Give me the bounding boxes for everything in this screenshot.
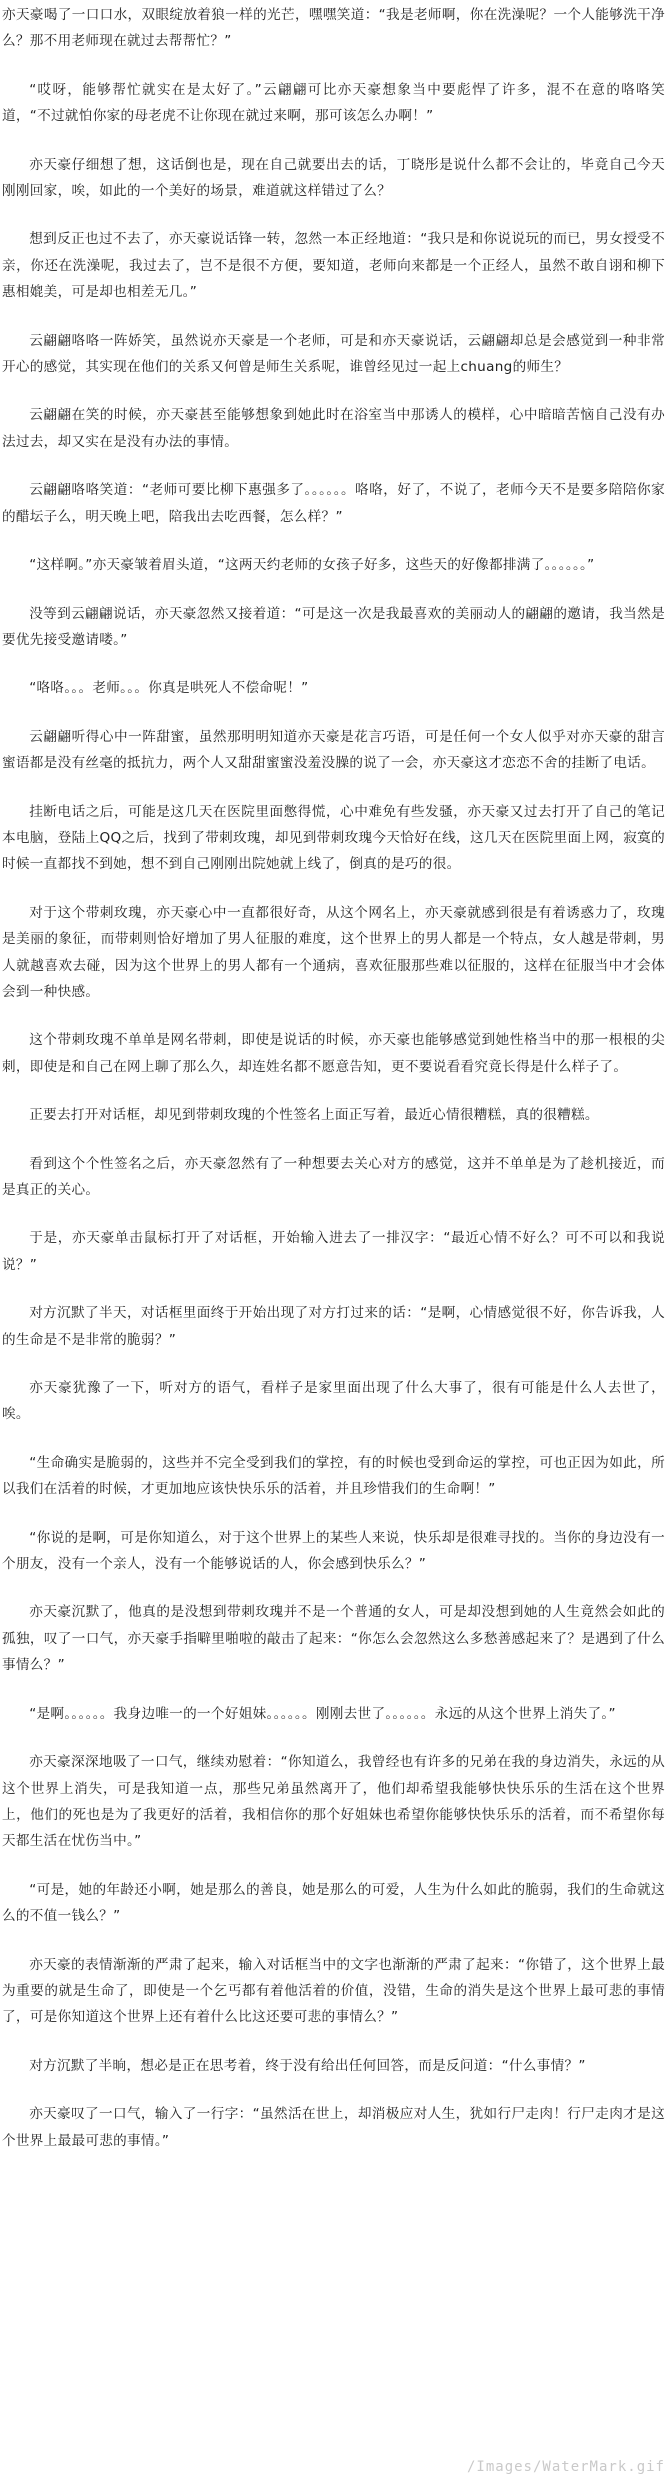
- paragraph: 没等到云翩翩说话，亦天豪忽然又接着道：“可是这一次是我最喜欢的美丽动人的翩翩的邀请，我当然是要优先接受邀请喽。”: [2, 605, 665, 648]
- paragraph: 挂断电话之后，可能是这几天在医院里面憋得慌，心中难免有些发骚，亦天豪又过去打开了自己的笔记本电脑，登陆上QQ之后，找到了带刺玫瑰，却见到带刺玫瑰今天恰好在线，这几天在医院里面上网，寂寞的时候一直都找不到她，想不到自己刚刚出院她就上线了，倒真的是巧的很。: [2, 803, 665, 873]
- paragraph: “咯咯。。。老师。。。你真是哄死人不偿命呢！”: [29, 680, 309, 697]
- paragraph: “可是，她的年龄还小啊，她是那么的善良，她是那么的可爱，人生为什么如此的脆弱，我们的生命就这么的不值一钱么？”: [2, 1881, 665, 1925]
- paragraph: 于是，亦天豪单击鼠标打开了对话框，开始输入进去了一排汉字：“最近心情不好么？可不可以和我说说？”: [2, 1230, 665, 1273]
- paragraph: 正要去打开对话框，却见到带刺玫瑰的个性签名上面正写着，最近心情很糟糕，真的很糟糕。: [29, 1107, 599, 1124]
- paragraph: “生命确实是脆弱的，这些并不完全受到我们的掌控，有的时候也受到命运的掌控，可也正因为如此，所以我们在活着的时候，才更加地应该快快乐乐的活着，并且珍惜我们的生命啊！”: [2, 1454, 665, 1498]
- paragraph: 这个带刺玫瑰不单单是网名带刺，即使是说话的时候，亦天豪也能够感觉到她性格当中的那一根根的尖刺，即使是和自己在网上聊了那么久，却连姓名都不愿意告知，更不要说看看究竟长得是什么样子了。: [2, 1032, 665, 1075]
- paragraph: 云翩翩听得心中一阵甜蜜，虽然那明明知道亦天豪是花言巧语，可是任何一个女人似乎对亦天豪的甜言蜜语都是没有丝毫的抵抗力，两个人又甜甜蜜蜜没羞没臊的说了一会，亦天豪这才恋恋不舍的挂断了电话。: [2, 728, 665, 772]
- paragraph: “你说的是啊，可是你知道么，对于这个世界上的某些人来说，快乐却是很难寻找的。当你的身边没有一个朋友，没有一个亲人，没有一个能够说话的人，你会感到快乐么？”: [2, 1529, 665, 1573]
- paragraph: 云翩翩咯咯笑道：“老师可要比柳下惠强多了。。。。。。咯咯，好了，不说了，老师今天不是要多陪陪你家的醋坛子么，明天晚上吧，陪我出去吃西餐，怎么样？”: [2, 482, 665, 525]
- paragraph: 云翩翩在笑的时候，亦天豪甚至能够想象到她此时在浴室当中那诱人的模样，心中暗暗苦恼自己没有办法过去，却又实在是没有办法的事情。: [2, 407, 665, 450]
- paragraph: 亦天豪深深地吸了一口气，继续劝慰着：“你知道么，我曾经也有许多的兄弟在我的身边消失，永远的从这个世界上消失，可是我知道一点，那些兄弟虽然离开了，他们却希望我能够快快乐乐的生活在这个世界上，他们的死也是为了我更好的活着，我相信你的那个好姐妹也希望你能够快快乐乐的活着，而不希望你每天都生活在忧伤当中。”: [2, 1754, 665, 1850]
- paragraph: 亦天豪的表情渐渐的严肃了起来，输入对话框当中的文字也渐渐的严肃了起来：“你错了，这个世界上最为重要的就是生命了，即使是一个乞丐都有着他活着的价值，没错，生命的消失是这个世界上最可悲的事情了，可是你知道这个世界上还有着什么比这还要可悲的事情么？”: [2, 1956, 665, 2026]
- paragraph: 亦天豪喝了一口口水，双眼绽放着狼一样的光芒，嘿嘿笑道：“我是老师啊，你在洗澡呢？一个人能够洗干净么？那不用老师现在就过去帮帮忙？”: [2, 7, 665, 50]
- paragraph: 想到反正也过不去了，亦天豪说话锋一转，忽然一本正经地道：“我只是和你说说玩的而已，男女授受不亲，你还在洗澡呢，我过去了，岂不是很不方便，要知道，老师向来都是一个正经人，虽然不敢自诩和柳下惠相媲美，可是却也相差无几。”: [2, 231, 665, 301]
- paragraph: 亦天豪沉默了，他真的是没想到带刺玫瑰并不是一个普通的女人，可是却没想到她的人生竟然会如此的孤独，叹了一口气，亦天豪手指噼里啪啦的敲击了起来：“你怎么会忽然这么多愁善感起来了？是遇到了什么事情么？”: [2, 1604, 665, 1674]
- watermark-text: /Images/WaterMark.gif: [466, 2459, 665, 2475]
- paragraph: “是啊。。。。。。我身边唯一的一个好姐妹。。。。。。刚刚去世了。。。。。。永远的从这个世界上消失了。”: [29, 1705, 616, 1722]
- paragraph: 对方沉默了半天，对话框里面终于开始出现了对方打过来的话：“是啊，心情感觉很不好，你告诉我，人的生命是不是非常的脆弱？”: [2, 1305, 665, 1348]
- paragraph: 看到这个个性签名之后，亦天豪忽然有了一种想要去关心对方的感觉，这并不单单是为了趁机接近，而是真正的关心。: [2, 1155, 665, 1198]
- paragraph: 亦天豪叹了一口气，输入了一行字：“虽然活在世上，却消极应对人生，犹如行尸走肉！行尸走肉才是这个世界上最最可悲的事情。”: [2, 2106, 665, 2149]
- paragraph: “这样啊。”亦天豪皱着眉头道，“这两天约老师的女孩子好多，这些天的好像都排满了。。。。。。”: [29, 557, 595, 574]
- paragraph: 亦天豪仔细想了想，这话倒也是，现在自己就要出去的话，丁晓彤是说什么都不会让的，毕竟自己今天刚刚回家，唉，如此的一个美好的场景，难道就这样错过了么？: [2, 156, 665, 200]
- paragraph: “哎呀，能够帮忙就实在是太好了。”云翩翩可比亦天豪想象当中要彪悍了许多，混不在意的咯咯笑道，“不过就怕你家的母老虎不让你现在就过来啊，那可该怎么办啊！”: [2, 81, 665, 125]
- paragraph: 对于这个带刺玫瑰，亦天豪心中一直都很好奇，从这个网名上，亦天豪就感到很是有着诱惑力了，玫瑰是美丽的象征，而带刺则恰好增加了男人征服的难度，这个世界上的男人都是一个特点，女人越是带刺，男人就越喜欢去碰，因为这个世界上的男人都有一个通病，喜欢征服那些难以征服的，这样在征服当中才会体会到一种快感。: [2, 904, 665, 1000]
- paragraph: 云翩翩咯咯一阵娇笑，虽然说亦天豪是一个老师，可是和亦天豪说话，云翩翩却总是会感觉到一种非常开心的感觉，其实现在他们的关系又何曾是师生关系呢，谁曾经见过一起上chuang的师生？: [2, 332, 665, 376]
- paragraph: 亦天豪犹豫了一下，听对方的语气，看样子是家里面出现了什么大事了，很有可能是什么人去世了，唉。: [2, 1380, 665, 1423]
- paragraph: 对方沉默了半晌，想必是正在思考着，终于没有给出任何回答，而是反问道：“什么事情？”: [29, 2057, 586, 2074]
